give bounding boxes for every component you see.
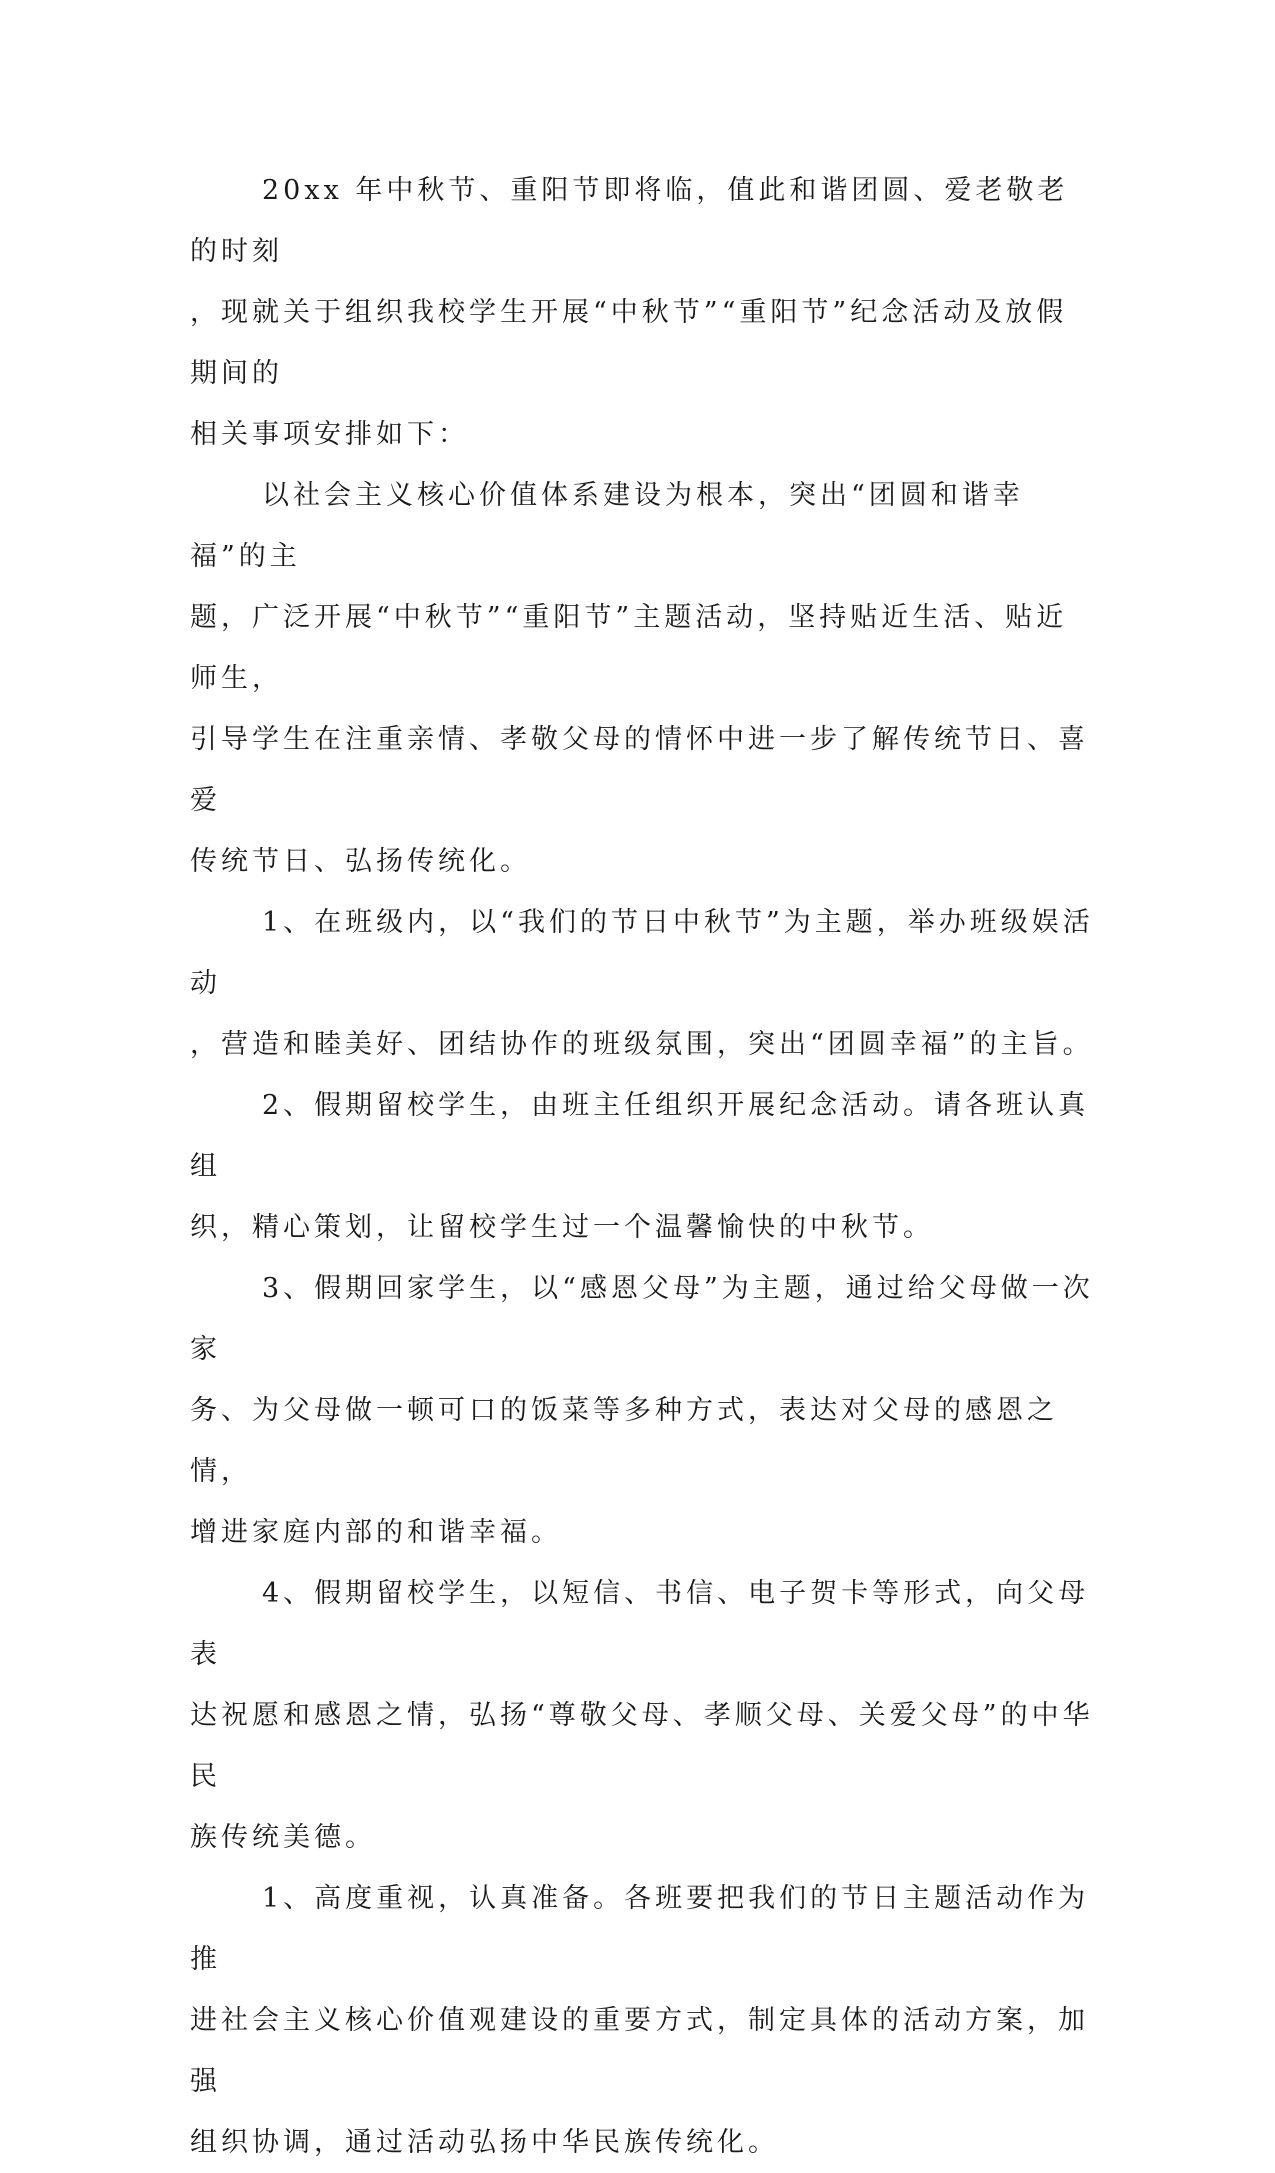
- line: 以社会主义核心价值体系建设为根本，突出“团圆和谐幸福”的主: [190, 480, 1024, 572]
- line: 组织协调，通过活动弘扬中华民族传统化。: [190, 2127, 779, 2158]
- line: 织，精心策划，让留校学生过一个温馨愉快的中秋节。: [190, 1212, 934, 1243]
- line: 题，广泛开展“中秋节”“重阳节”主题活动，坚持贴近生活、贴近师生，: [190, 602, 1068, 694]
- line: 1、在班级内，以“我们的节日中秋节”为主题，举办班级娱活动: [190, 907, 1094, 999]
- line: 增进家庭内部的和谐幸福。: [190, 1517, 562, 1548]
- paragraph-item-2: [190, 1075, 1095, 1258]
- line: 传统节日、弘扬传统化。: [190, 846, 531, 877]
- line: 达祝愿和感恩之情，弘扬“尊敬父母、孝顺父母、关爱父母”的中华民: [190, 1700, 1094, 1792]
- line: 族传统美德。: [190, 1822, 376, 1853]
- line: 进社会主义核心价值观建设的重要方式，制定具体的活动方案，加强: [190, 2005, 1089, 2097]
- line: ，营造和睦美好、团结协作的班级氛围，突出“团圆幸福”的主旨。: [190, 1029, 1094, 1060]
- line: ，现就关于组织我校学生开展“中秋节”“重阳节”纪念活动及放假期间的: [190, 297, 1068, 389]
- line: 20xx 年中秋节、重阳节即将临，值此和谐团圆、爱老敬老的时刻: [190, 175, 1069, 267]
- paragraph-item-3: [190, 1258, 1095, 1563]
- paragraph-intro: [190, 160, 1095, 465]
- document-body: [190, 160, 1095, 2173]
- line: 相关事项安排如下：: [190, 419, 469, 450]
- paragraph-item-4: [190, 1563, 1095, 1868]
- paragraph-item-1: [190, 892, 1095, 1075]
- line: 引导学生在注重亲情、孝敬父母的情怀中进一步了解传统节日、喜爱: [190, 724, 1089, 816]
- paragraph-requirement-1: [190, 1868, 1095, 2173]
- line: 3、假期回家学生，以“感恩父母”为主题，通过给父母做一次家: [190, 1273, 1094, 1365]
- line: 2、假期留校学生，由班主任组织开展纪念活动。请各班认真组: [190, 1090, 1090, 1182]
- line: 4、假期留校学生，以短信、书信、电子贺卡等形式，向父母表: [190, 1578, 1090, 1670]
- line: 务、为父母做一顿可口的饭菜等多种方式，表达对父母的感恩之情，: [190, 1395, 1058, 1487]
- paragraph-guiding-principle: [190, 465, 1095, 892]
- line: 1、高度重视，认真准备。各班要把我们的节日主题活动作为推: [190, 1883, 1090, 1975]
